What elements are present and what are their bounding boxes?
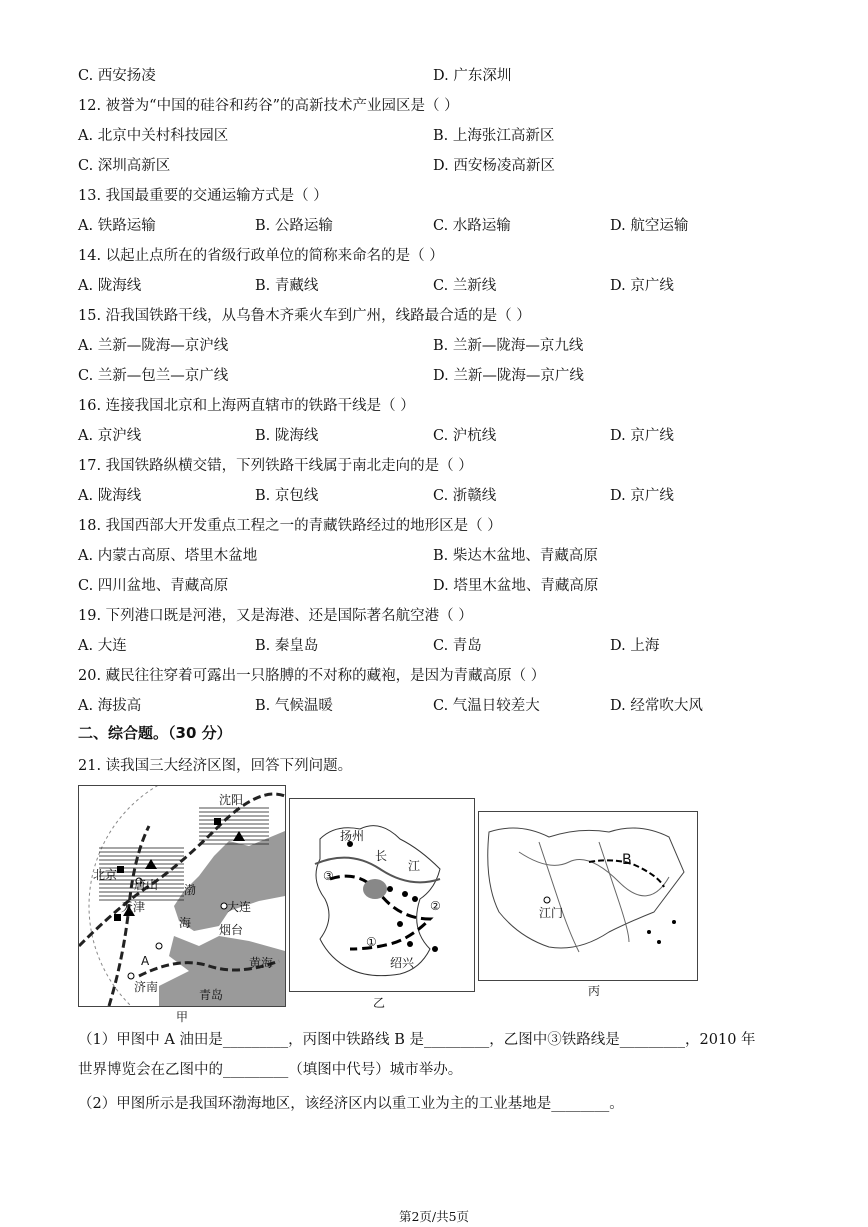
section-title-text: 二、综合题。（30 分） (78, 724, 232, 742)
option: B. 京包线 (255, 488, 319, 504)
options-row (78, 125, 808, 147)
part1-line1: （1）甲图中 A 油田是_________，丙图中铁路线 B 是_________，乙图中③铁路线是_________，2010 年 (78, 1032, 756, 1048)
map-label: 大连 (227, 900, 252, 914)
options-row (78, 275, 808, 297)
question-stem (78, 605, 808, 627)
options-row (78, 635, 808, 657)
options-row (78, 545, 808, 567)
question-stem (78, 455, 808, 477)
question-text: 18. 我国西部大开发重点工程之一的青藏铁路经过的地形区是（ ） (78, 518, 502, 534)
option: D. 上海 (610, 638, 660, 654)
option: A. 内蒙古高原、塔里木盆地 (78, 548, 258, 564)
option: C. 浙赣线 (433, 488, 497, 504)
options-row (78, 575, 808, 597)
part1-line2: 世界博览会在乙图中的_________（填图中代号）城市举办。 (78, 1062, 463, 1078)
map-bing (478, 811, 698, 981)
option: B. 青藏线 (255, 278, 319, 294)
map-label: ② (430, 899, 441, 913)
map-bing-caption: 丙 (588, 984, 601, 998)
question-21-part1 (78, 1025, 808, 1085)
section-title (78, 722, 808, 744)
options-row (78, 485, 808, 507)
map-label: A (141, 954, 150, 968)
option: B. 气候温暖 (255, 698, 333, 714)
question-stem (78, 665, 808, 687)
map-label: 江 (408, 859, 421, 873)
map-label: 扬州 (340, 829, 365, 843)
map-label: 沈阳 (219, 793, 244, 807)
page-footer: 第2页/共5页 (398, 1209, 470, 1224)
question-21-part2 (78, 1089, 808, 1119)
question-text: 12. 被誉为“中国的硅谷和药谷”的高新技术产业园区是（ ） (78, 98, 459, 114)
option: D. 经常吹大风 (610, 698, 703, 714)
map-label: 海 (179, 916, 192, 930)
map-label: 济南 (134, 980, 159, 994)
option: B. 陇海线 (255, 428, 319, 444)
options-row (78, 65, 808, 87)
map-label: 江门 (539, 906, 564, 920)
question-stem (78, 95, 808, 117)
option: A. 北京中关村科技园区 (78, 128, 229, 144)
question-text: 20. 藏民往往穿着可露出一只胳膊的不对称的藏袍，是因为青藏高原（ ） (78, 668, 546, 684)
question-text: 16. 连接我国北京和上海两直辖市的铁路干线是（ ） (78, 398, 415, 414)
map-jia (78, 785, 286, 1007)
option: D. 西安杨凌高新区 (433, 158, 555, 174)
question-21-text: 21. 读我国三大经济区图，回答下列问题。 (78, 758, 353, 774)
option: A. 京沪线 (78, 428, 142, 444)
map-yi-caption: 乙 (373, 996, 386, 1010)
question-stem (78, 395, 808, 417)
map-yi (289, 798, 475, 992)
options-row (78, 695, 808, 717)
options-row (78, 365, 808, 387)
option: B. 上海张江高新区 (433, 128, 555, 144)
option: B. 兰新—陇海—京九线 (433, 338, 584, 354)
map-label: 渤 (184, 883, 197, 897)
options-row (78, 425, 808, 447)
option: B. 公路运输 (255, 218, 333, 234)
options-row (78, 155, 808, 177)
option: C. 水路运输 (433, 218, 511, 234)
options-row (78, 335, 808, 357)
option: D. 兰新—陇海—京广线 (433, 368, 584, 384)
option: C. 沪杭线 (433, 428, 497, 444)
option: D. 塔里木盆地、青藏高原 (433, 578, 599, 594)
question-21-stem (78, 755, 808, 777)
option: B. 秦皇岛 (255, 638, 319, 654)
question-text: 17. 我国铁路纵横交错，下列铁路干线属于南北走向的是（ ） (78, 458, 473, 474)
option: D. 京广线 (610, 428, 674, 444)
option: D. 京广线 (610, 278, 674, 294)
question-text: 13. 我国最重要的交通运输方式是（ ） (78, 188, 328, 204)
map-label: 唐山 (134, 878, 159, 892)
option: D. 广东深圳 (433, 68, 512, 84)
option: A. 兰新—陇海—京沪线 (78, 338, 229, 354)
part2-line: （2）甲图所示是我国环渤海地区，该经济区内以重工业为主的工业基地是________。 (78, 1096, 624, 1112)
map-label: 绍兴 (390, 956, 415, 970)
map-label: B (622, 852, 632, 868)
question-stem (78, 185, 808, 207)
map-label: 长 (375, 849, 388, 863)
map-label: 黄海 (249, 956, 274, 970)
map-label: 烟台 (219, 923, 244, 937)
option: A. 陇海线 (78, 488, 142, 504)
option: A. 大连 (78, 638, 127, 654)
option: A. 铁路运输 (78, 218, 156, 234)
option: A. 海拔高 (78, 698, 142, 714)
option: D. 航空运输 (610, 218, 689, 234)
question-stem (78, 245, 808, 267)
map-label: 北京 (93, 868, 118, 882)
option: A. 陇海线 (78, 278, 142, 294)
option: B. 柴达木盆地、青藏高原 (433, 548, 598, 564)
question-text: 19. 下列港口既是河港，又是海港、还是国际著名航空港（ ） (78, 608, 473, 624)
option: C. 兰新线 (433, 278, 497, 294)
question-text: 15. 沿我国铁路干线，从乌鲁木齐乘火车到广州，线路最合适的是（ ） (78, 308, 531, 324)
option: D. 京广线 (610, 488, 674, 504)
map-jia-caption: 甲 (176, 1010, 189, 1024)
option: C. 深圳高新区 (78, 158, 171, 174)
option: C. 气温日较差大 (433, 698, 540, 714)
option: C. 西安扬凌 (78, 68, 156, 84)
map-label: ③ (323, 869, 334, 883)
map-label: 天津 (121, 900, 146, 914)
map-label: ① (366, 935, 377, 949)
question-stem (78, 515, 808, 537)
map-yi-drawing (290, 799, 474, 991)
map-bing-drawing (479, 812, 697, 980)
option: C. 青岛 (433, 638, 482, 654)
options-row (78, 215, 808, 237)
map-label: 青岛 (199, 988, 224, 1002)
map-jia-drawing (79, 786, 285, 1006)
question-text: 14. 以起止点所在的省级行政单位的简称来命名的是（ ） (78, 248, 444, 264)
option: C. 兰新—包兰—京广线 (78, 368, 229, 384)
question-stem (78, 305, 808, 327)
option: C. 四川盆地、青藏高原 (78, 578, 229, 594)
